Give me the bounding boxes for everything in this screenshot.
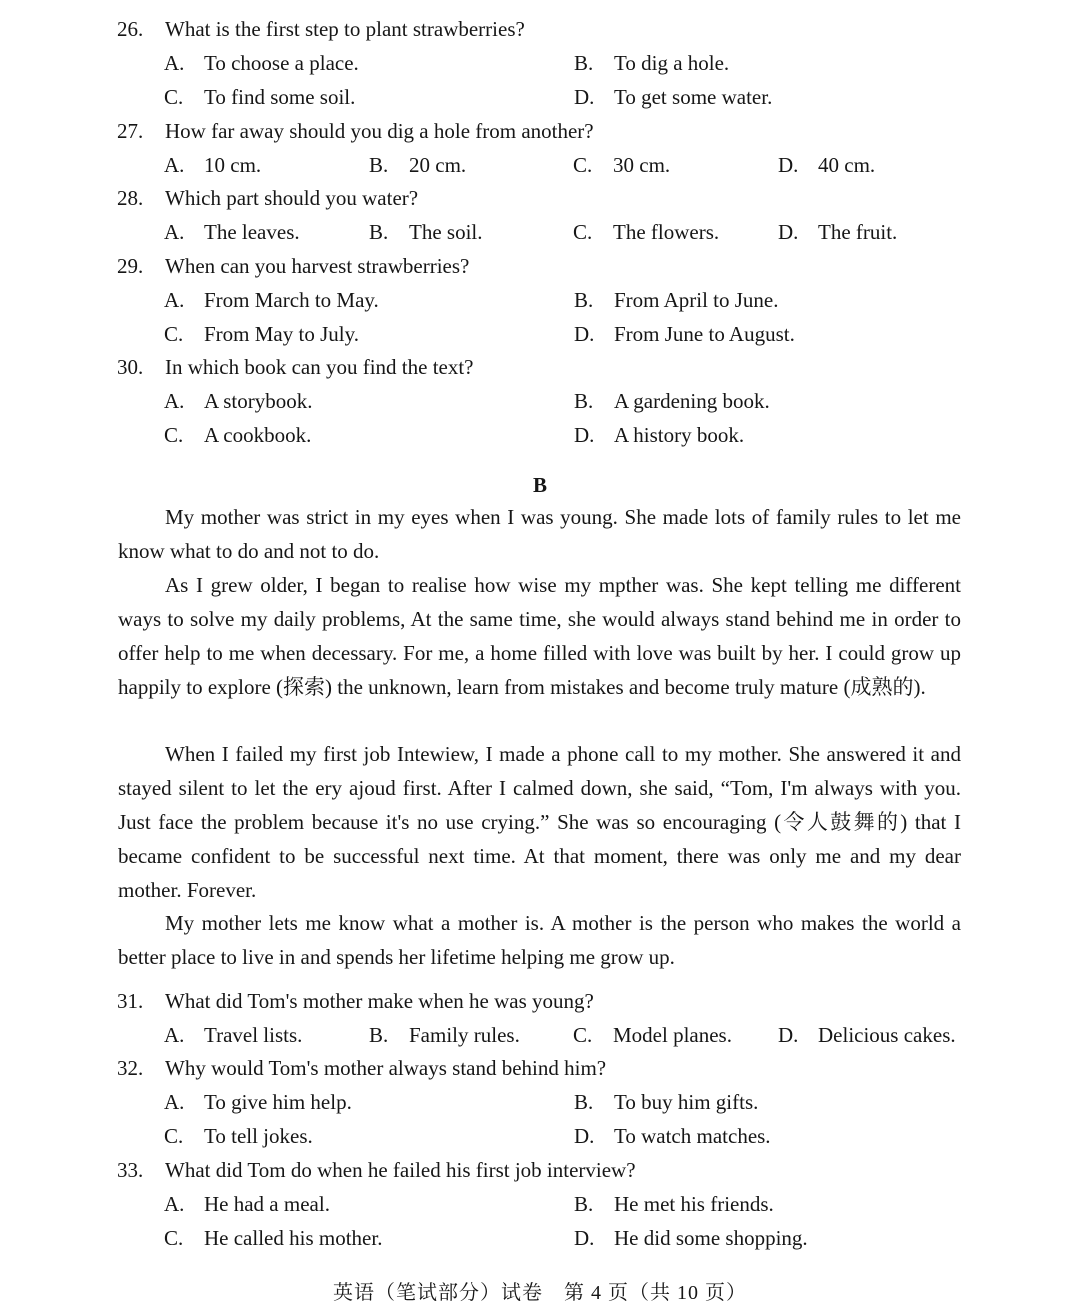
question-28: [117, 183, 418, 213]
option-27-b: B. 20 cm.: [369, 153, 467, 177]
option-29-b: B. From April to June.: [574, 288, 779, 312]
page-footer: 英语（笔试部分）试卷 第 4 页（共 10 页）: [333, 1282, 747, 1304]
option-28-c: C. The flowers.: [573, 220, 720, 244]
question-text: What is the first step to plant strawberries?: [165, 17, 525, 41]
question-text: In which book can you find the text?: [165, 355, 474, 379]
question-number: 31.: [117, 989, 144, 1013]
option-26-a: A. To choose a place.: [164, 51, 359, 75]
question-text: What did Tom do when he failed his first job interview?: [165, 1158, 636, 1182]
question-30: [117, 352, 474, 382]
question-27: [117, 116, 594, 146]
question-text: Which part should you water?: [165, 186, 419, 210]
question-text: When can you harvest strawberries?: [165, 254, 470, 278]
question-number: 27.: [117, 119, 144, 143]
option-26-b: B. To dig a hole.: [574, 51, 730, 75]
option-28-d: D. The fruit.: [778, 220, 898, 244]
passage-paragraph-4: My mother lets me know what a mother is. A mother is the person who makes the world a better place to live in and spends her lifetime helping me grow up.: [118, 911, 961, 969]
question-text: What did Tom's mother make when he was young?: [165, 989, 594, 1013]
option-28-a: A. The leaves.: [164, 220, 300, 244]
question-33: [117, 1155, 636, 1185]
question-26: [117, 14, 525, 44]
option-27-c: C. 30 cm.: [573, 153, 671, 177]
option-33-d: D. He did some shopping.: [574, 1226, 808, 1250]
question-number: 33.: [117, 1158, 144, 1182]
passage-paragraph-3: When I failed my first job Intewiew, I made a phone call to my mother. She answered it and stayed silent to let the ery ajoud first. After I calmed down, she said, “Tom, I'm always with you. Just face the problem because it's no use crying.” She was so encouraging (令人鼓舞的) that I became confident to be successful next time. At that moment, there was only me and my dear mother. Forever.: [118, 742, 961, 902]
option-31-d: D. Delicious cakes.: [778, 1023, 956, 1047]
question-number: 30.: [117, 355, 144, 379]
option-32-a: A. To give him help.: [164, 1090, 352, 1114]
option-29-c: C. From May to July.: [164, 322, 359, 346]
option-26-d: D. To get some water.: [574, 85, 773, 109]
option-31-a: A. Travel lists.: [164, 1023, 303, 1047]
option-30-c: C. A cookbook.: [164, 423, 312, 447]
passage-paragraph-2: As I grew older, I began to realise how wise my mpther was. She kept telling me different ways to solve my daily problems, At the same time, she would always stand behind me in order to offer help to me when decessary. For me, a home filled with love was built by her. I could grow up happily to explore (探索) the unknown, learn from mistakes and become truly mature (成熟的).: [118, 573, 961, 699]
option-33-c: C. He called his mother.: [164, 1226, 383, 1250]
option-31-c: C. Model planes.: [573, 1023, 732, 1047]
option-27-a: A. 10 cm.: [164, 153, 262, 177]
option-32-b: B. To buy him gifts.: [574, 1090, 759, 1114]
option-31-b: B. Family rules.: [369, 1023, 520, 1047]
section-heading: B: [532, 473, 547, 497]
option-26-c: C. To find some soil.: [164, 85, 356, 109]
option-33-b: B. He met his friends.: [574, 1192, 774, 1216]
question-number: 26.: [117, 17, 144, 41]
option-30-a: A. A storybook.: [164, 389, 313, 413]
option-29-a: A. From March to May.: [164, 288, 379, 312]
option-27-d: D. 40 cm.: [778, 153, 876, 177]
question-32: [117, 1053, 606, 1083]
option-28-b: B. The soil.: [369, 220, 483, 244]
question-31: [117, 986, 594, 1016]
option-32-d: D. To watch matches.: [574, 1124, 771, 1148]
option-33-a: A. He had a meal.: [164, 1192, 330, 1216]
question-number: 29.: [117, 254, 144, 278]
option-32-c: C. To tell jokes.: [164, 1124, 313, 1148]
question-text: How far away should you dig a hole from another?: [165, 119, 594, 143]
question-29: [117, 251, 469, 281]
option-30-b: B. A gardening book.: [574, 389, 770, 413]
question-number: 32.: [117, 1056, 144, 1080]
option-29-d: D. From June to August.: [574, 322, 795, 346]
question-number: 28.: [117, 186, 144, 210]
passage-paragraph-1: My mother was strict in my eyes when I was young. She made lots of family rules to let me know what to do and not to do.: [118, 505, 961, 563]
option-30-d: D. A history book.: [574, 423, 745, 447]
question-text: Why would Tom's mother always stand behind him?: [165, 1056, 607, 1080]
